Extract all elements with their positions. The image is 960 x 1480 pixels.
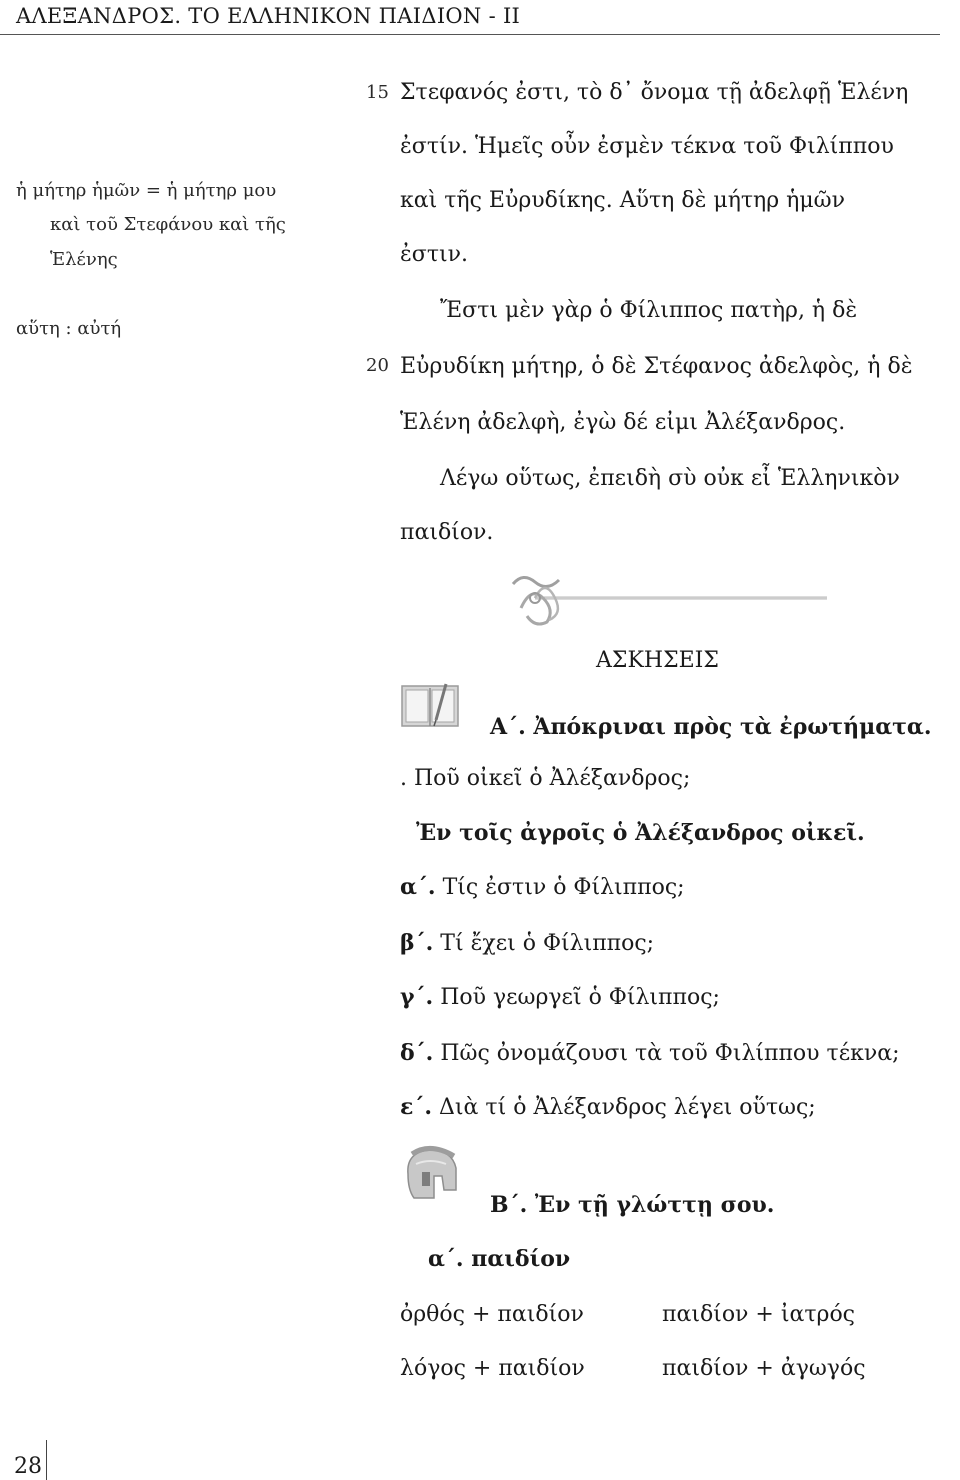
caduceus-divider-icon: [505, 570, 835, 630]
question-label: γ΄.: [400, 984, 434, 1010]
section-a-title: Α΄. Ἀπόκριναι πρὸς τὰ ἐρωτήματα.: [490, 714, 932, 740]
question-item: [400, 930, 654, 956]
question-label: β΄.: [400, 930, 434, 956]
passage-line: ἐστιν.: [400, 242, 468, 267]
question-item: [400, 874, 685, 900]
question-text: Διὰ τί ὁ Ἀλέξανδρος λέγει οὕτως;: [439, 1095, 816, 1120]
section-b-subtitle: α΄. παιδίον: [428, 1246, 571, 1272]
compound-item: ὀρθός + παιδίον: [400, 1302, 584, 1327]
passage-line: Στεφανός ἐστι, τὸ δ᾽ ὄνομα τῇ ἀδελφῇ Ἑλένη: [400, 80, 909, 105]
question-text: Ποῦ γεωργεῖ ὁ Φίλιππος;: [440, 985, 720, 1010]
page-number: 28: [14, 1454, 42, 1479]
question-item: [400, 1040, 900, 1066]
question-item: [400, 984, 720, 1010]
running-header: ΑΛΕΞΑΝΔΡΟΣ. ΤΟ ΕΛΛΗΝΙΚΟΝ ΠΑΙΔΙΟΝ - II: [16, 4, 521, 28]
gloss-line: Ἑλένης: [50, 249, 118, 270]
book-pen-icon: [400, 680, 464, 732]
example-question: . Ποῦ οἰκεῖ ὁ Ἀλέξανδρος;: [400, 766, 691, 791]
compound-item: λόγος + παιδίον: [400, 1356, 585, 1381]
passage-line: Ἔστι μὲν γὰρ ὁ Φίλιππος πατὴρ, ἡ δὲ: [440, 298, 858, 323]
question-label: α΄.: [400, 874, 436, 900]
question-text: Τί ἔχει ὁ Φίλιππος;: [440, 931, 655, 956]
passage-line: παιδίον.: [400, 520, 494, 545]
question-label: ε΄.: [400, 1094, 433, 1120]
passage-line: Ἑλένη ἀδελφὴ, ἐγὼ δέ εἰμι Ἀλέξανδρος.: [400, 410, 846, 435]
gloss-line: καὶ τοῦ Στεφάνου καὶ τῆς: [50, 214, 286, 235]
passage-line: καὶ τῆς Εὐρυδίκης. Αὕτη δὲ μήτηρ ἡμῶν: [400, 188, 845, 213]
passage-line: ἐστίν. Ἡμεῖς οὖν ἐσμὲν τέκνα τοῦ Φιλίππου: [400, 134, 894, 159]
helmet-icon: [400, 1144, 466, 1204]
line-number: 20: [366, 355, 389, 376]
line-number: 15: [366, 82, 389, 103]
section-b-title: Β΄. Ἐν τῇ γλώττῃ σου.: [490, 1192, 775, 1218]
question-item: [400, 1094, 816, 1120]
gloss-line: ἡ μήτηρ ἡμῶν = ἡ μήτηρ μου: [16, 180, 277, 201]
question-text: Τίς ἐστιν ὁ Φίλιππος;: [442, 875, 685, 900]
compound-item: παιδίον + ἀγωγός: [662, 1356, 866, 1381]
exercises-heading: ΑΣΚΗΣΕΙΣ: [596, 648, 719, 673]
passage-line: Εὐρυδίκη μήτηρ, ὁ δὲ Στέφανος ἀδελφὸς, ἡ δὲ: [400, 354, 913, 379]
question-label: δ΄.: [400, 1040, 434, 1066]
header-rule: [0, 34, 940, 35]
question-text: Πῶς ὀνομάζουσι τὰ τοῦ Φιλίππου τέκνα;: [440, 1041, 900, 1066]
compound-item: παιδίον + ἰατρός: [662, 1302, 856, 1327]
example-answer: Ἐν τοῖς ἀγροῖς ὁ Ἀλέξανδρος οἰκεῖ.: [416, 820, 865, 846]
gloss-line: αὕτη : αὐτή: [16, 318, 122, 339]
footer-rule: [46, 1440, 47, 1480]
passage-line: Λέγω οὕτως, ἐπειδὴ σὺ οὐκ εἶ Ἑλληνικὸν: [440, 466, 900, 491]
